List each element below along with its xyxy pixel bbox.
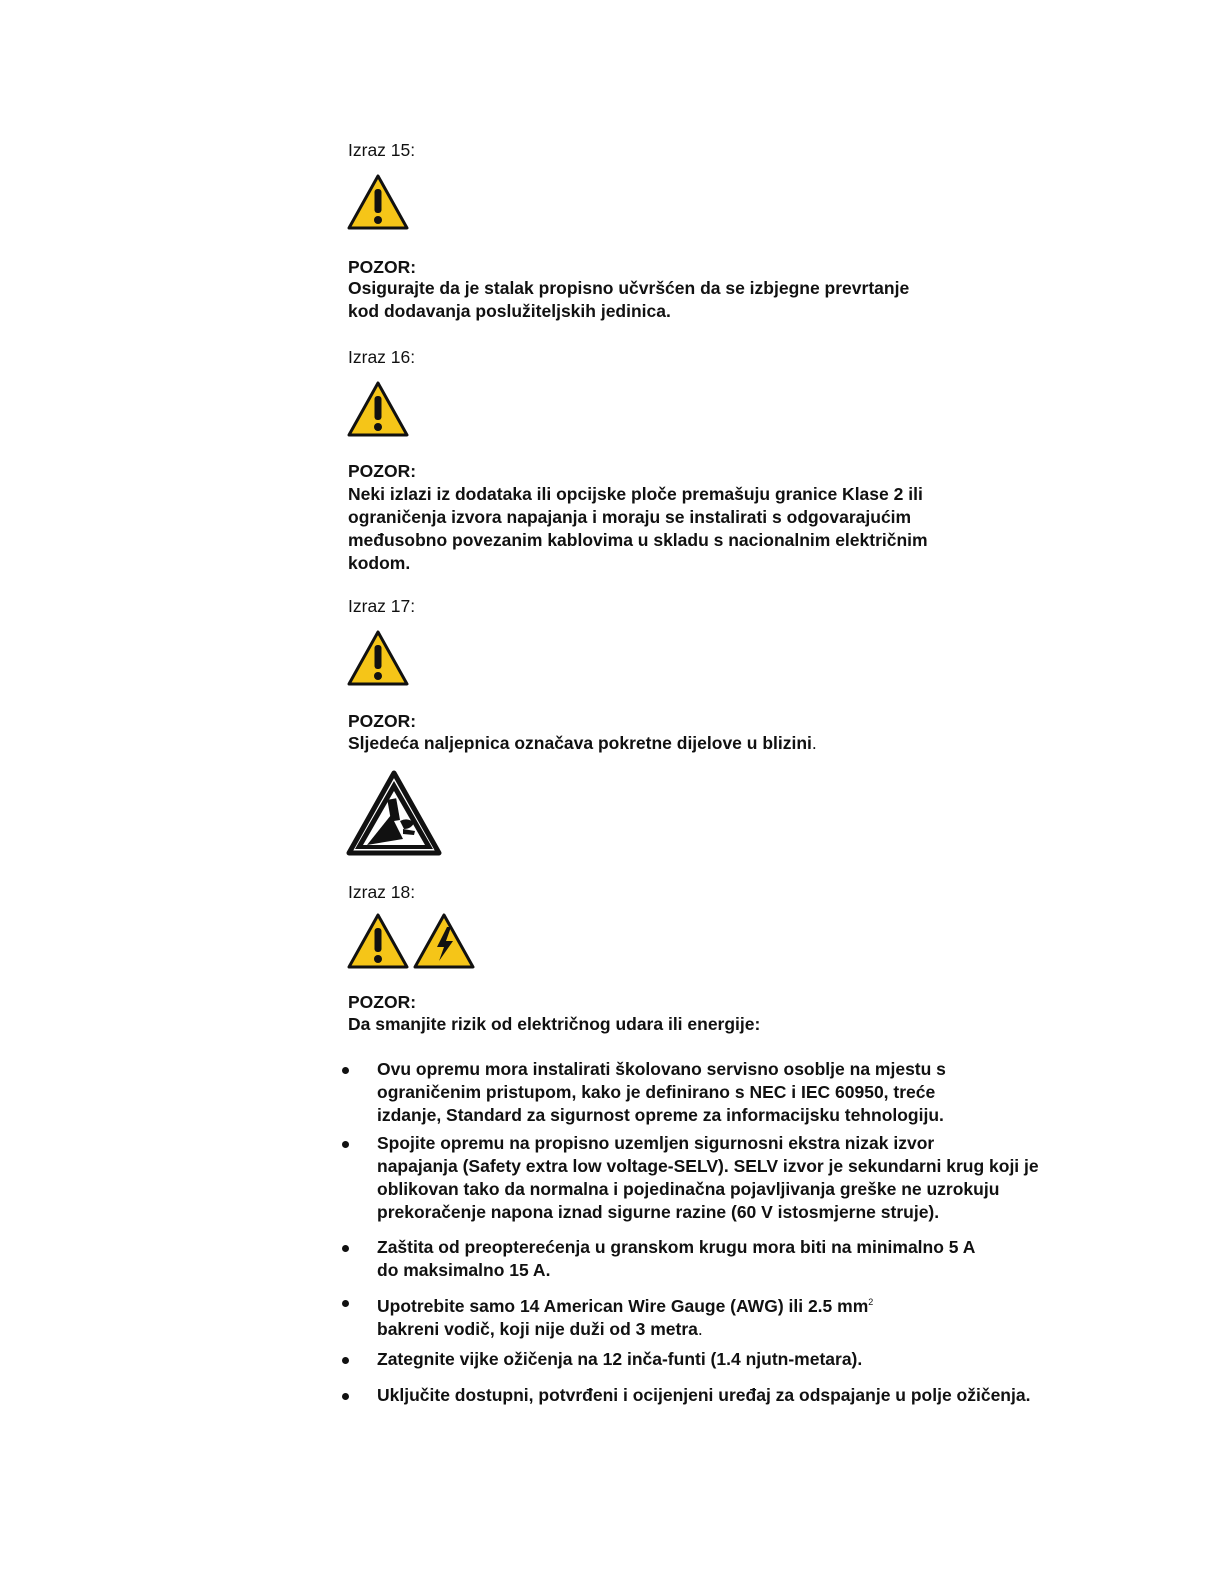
caution-line: Neki izlazi iz dodataka ili opcijske ploče premašuju granice Klase 2 ili — [348, 484, 923, 504]
bullet-icon — [342, 1393, 349, 1400]
caution-heading: POZOR: — [348, 992, 417, 1012]
list-item-line: oblikovan tako da normalna i pojedinačna pojavljivanja greške ne uzrokuju — [377, 1179, 1000, 1199]
list-item-line: ograničenim pristupom, kako je definirano s NEC i IEC 60950, treće — [377, 1082, 936, 1102]
caution-line: ograničenja izvora napajanja i moraju se instalirati s odgovarajućim — [348, 507, 912, 527]
caution-text — [348, 277, 909, 323]
list-item-line: Uključite dostupni, potvrđeni i ocijenjeni uređaj za odspajanje u polje ožičenja. — [377, 1385, 1031, 1405]
caution-triangle-icon — [347, 381, 409, 437]
list-item-line: izdanje, Standard za sigurnost opreme za informacijsku tehnologiju. — [377, 1105, 944, 1125]
moving-parts-hazard-icon — [345, 769, 443, 857]
list-item-line: prekoračenje napona iznad sigurne razine (60 V istosmjerne struje). — [377, 1202, 940, 1222]
list-item-line: Spojite opremu na propisno uzemljen sigurnosni ekstra nizak izvor — [377, 1133, 935, 1153]
bullet-icon — [342, 1300, 349, 1307]
caution-intro: Da smanjite rizik od električnog udara ili energije: — [348, 1014, 761, 1034]
statement-label: Izraz 16: — [348, 347, 416, 367]
list-item-line: do maksimalno 15 A. — [377, 1260, 551, 1280]
list-item-line: napajanja (Safety extra low voltage-SELV). SELV izvor je sekundarni krug koji je — [377, 1156, 1039, 1176]
list-item-line: Zaštita od preopterećenja u granskom krugu mora biti na minimalno 5 A — [377, 1237, 976, 1257]
caution-text — [348, 483, 928, 575]
superscript: 2 — [868, 1297, 874, 1307]
list-item-line: Ovu opremu mora instalirati školovano servisno osoblje na mjestu s — [377, 1059, 946, 1079]
caution-trailing: . — [811, 733, 817, 753]
list-item-line: Zategnite vijke ožičenja na 12 inča-funti (1.4 njutn-metara). — [377, 1349, 863, 1369]
list-item-line: Upotrebite samo 14 American Wire Gauge (AWG) ili 2.5 mm — [377, 1295, 869, 1316]
caution-line: kod dodavanja poslužiteljskih jedinica. — [348, 301, 671, 321]
caution-heading: POZOR: — [348, 461, 417, 481]
statement-label: Izraz 18: — [348, 882, 416, 902]
caution-triangle-icon — [347, 913, 409, 969]
caution-line: međusobno povezanim kablovima u skladu s nacionalnim električnim — [348, 530, 928, 550]
list-item-line: bakreni vodič, koji nije duži od 3 metra — [377, 1318, 698, 1339]
caution-triangle-icon — [347, 174, 409, 230]
bullet-icon — [342, 1357, 349, 1364]
statement-label: Izraz 17: — [348, 596, 416, 616]
bullet-icon — [342, 1067, 349, 1074]
caution-triangle-icon — [347, 630, 409, 686]
caution-line: kodom. — [348, 553, 411, 573]
caution-text — [348, 732, 817, 755]
bullet-icon — [342, 1141, 349, 1148]
list-item-trailing: . — [697, 1318, 703, 1339]
statement-label: Izraz 15: — [348, 140, 416, 160]
caution-heading: POZOR: — [348, 257, 417, 277]
caution-line: Osigurajte da je stalak propisno učvršćen da se izbjegne prevrtanje — [348, 278, 910, 298]
electrical-hazard-icon — [413, 913, 475, 969]
caution-line: Sljedeća naljepnica označava pokretne dijelove u blizini — [348, 733, 812, 753]
caution-heading: POZOR: — [348, 711, 417, 731]
bullet-icon — [342, 1245, 349, 1252]
